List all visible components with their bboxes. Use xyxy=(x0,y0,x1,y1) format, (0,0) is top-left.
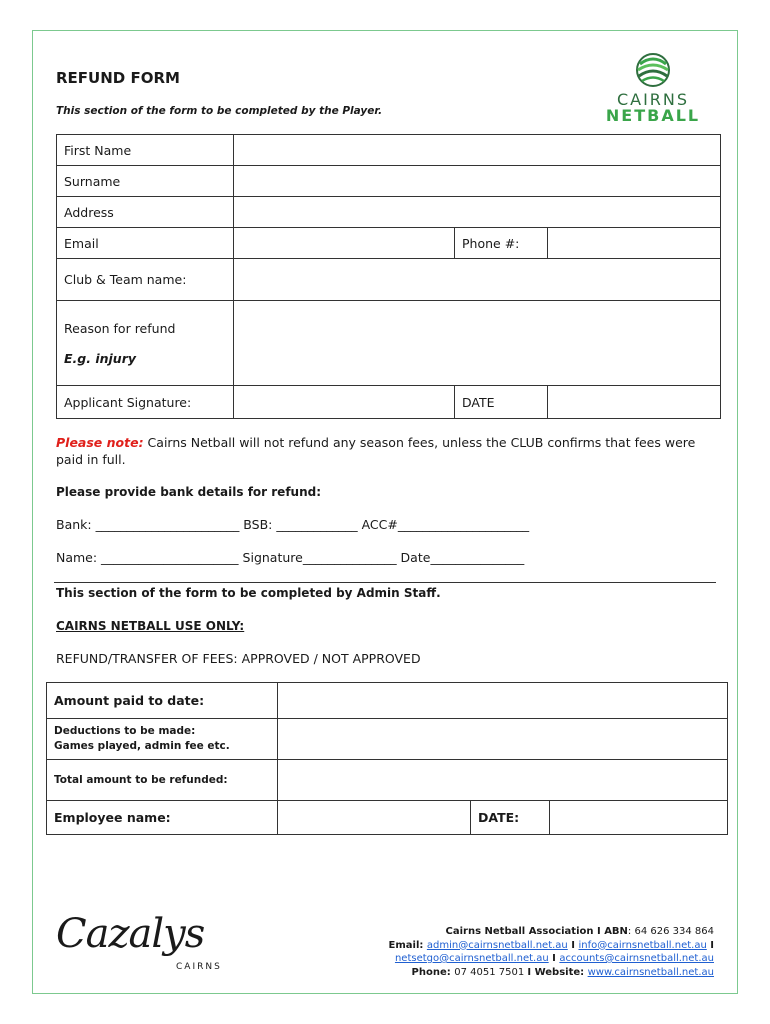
signature-label: Applicant Signature: xyxy=(57,386,234,419)
footer-org-line xyxy=(314,925,714,939)
first-name-field[interactable] xyxy=(234,135,721,166)
footer-org: Cairns Netball Association I ABN xyxy=(445,926,628,937)
surname-field[interactable] xyxy=(234,166,721,197)
bank-line-1[interactable]: Bank: _______________________ BSB: _____________ ACC#_____________________ xyxy=(56,517,530,532)
total-refund-field[interactable] xyxy=(278,760,728,801)
date-label: DATE xyxy=(455,386,548,419)
surname-label: Surname xyxy=(57,166,234,197)
email-label: Email xyxy=(57,228,234,259)
reason-label-cell xyxy=(57,301,234,386)
note-label: Please note: xyxy=(56,435,144,450)
section-divider xyxy=(54,582,716,583)
deductions-line-2: Games played, admin fee etc. xyxy=(54,740,230,752)
logo-text-cairns: CAIRNS xyxy=(616,90,690,109)
cazalys-logo xyxy=(56,912,236,982)
email-field[interactable] xyxy=(234,228,455,259)
refund-approval-line: REFUND/TRANSFER OF FEES: APPROVED / NOT APPROVED xyxy=(56,651,421,666)
use-only-heading: CAIRNS NETBALL USE ONLY: xyxy=(56,619,245,633)
first-name-label: First Name xyxy=(57,135,234,166)
email-accounts-link[interactable]: accounts@cairnsnetball.net.au xyxy=(559,953,714,964)
address-field[interactable] xyxy=(234,197,721,228)
footer-phone-line xyxy=(314,966,714,980)
deductions-line-1: Deductions to be made: xyxy=(54,725,196,737)
bank-details-heading: Please provide bank details for refund: xyxy=(56,485,322,499)
amount-paid-label: Amount paid to date: xyxy=(47,683,278,719)
email-admin-link[interactable]: admin@cairnsnetball.net.au xyxy=(426,939,568,951)
signature-field[interactable] xyxy=(234,386,455,419)
footer-email-line xyxy=(314,939,714,953)
footer-email-label: Email: xyxy=(388,939,427,951)
admin-section-heading: This section of the form to be completed by Admin Staff. xyxy=(56,586,441,600)
phone-field[interactable] xyxy=(548,228,721,259)
note-text: Cairns Netball will not refund any season fees, unless the CLUB confirms that fees were paid in full. xyxy=(56,435,696,467)
cazalys-wordmark: Cazalys xyxy=(56,911,205,957)
email-netsetgo-link[interactable]: netsetgo@cairnsnetball.net.au xyxy=(394,953,549,964)
footer-phone: 07 4051 7501 xyxy=(454,966,528,978)
form-title: REFUND FORM xyxy=(56,69,180,87)
club-team-field[interactable] xyxy=(234,259,721,301)
email-info-link[interactable]: info@cairnsnetball.net.au xyxy=(578,939,707,951)
bank-line-2[interactable]: Name: ______________________ Signature_______________ Date_______________ xyxy=(56,550,525,565)
reason-field[interactable] xyxy=(234,301,721,386)
footer-abn: : 64 626 334 864 xyxy=(627,926,714,937)
phone-label: Phone #: xyxy=(455,228,548,259)
address-label: Address xyxy=(57,197,234,228)
footer-contact xyxy=(314,925,714,979)
date-field[interactable] xyxy=(548,386,721,419)
website-link[interactable]: www.cairnsnetball.net.au xyxy=(587,966,714,978)
refund-note xyxy=(56,434,716,468)
footer-phone-label: Phone: xyxy=(411,966,455,978)
logo-text-netball: NETBALL xyxy=(605,106,701,125)
admin-date-label: DATE: xyxy=(471,801,550,835)
employee-name-field[interactable] xyxy=(278,801,471,835)
admin-table xyxy=(46,682,728,835)
deductions-field[interactable] xyxy=(278,719,728,760)
admin-date-field[interactable] xyxy=(550,801,728,835)
total-refund-label: Total amount to be refunded: xyxy=(47,760,278,801)
reason-example: E.g. injury xyxy=(64,350,137,366)
footer-website-label: I Website: xyxy=(527,966,588,978)
footer-sep-2: I xyxy=(706,939,714,951)
cazalys-sub: CAIRNS xyxy=(176,962,222,972)
cairns-netball-logo xyxy=(598,50,708,124)
club-team-label: Club & Team name: xyxy=(57,259,234,301)
netball-swirl-icon xyxy=(598,50,708,90)
reason-label: Reason for refund xyxy=(64,320,176,336)
deductions-label xyxy=(47,719,278,760)
footer-sep-3: I xyxy=(548,953,560,964)
amount-paid-field[interactable] xyxy=(278,683,728,719)
footer-email-line-2 xyxy=(314,952,714,966)
player-details-table xyxy=(56,134,721,419)
footer-sep-1: I xyxy=(567,939,579,951)
employee-name-label: Employee name: xyxy=(47,801,278,835)
player-section-note: This section of the form to be completed by the Player. xyxy=(56,105,383,117)
